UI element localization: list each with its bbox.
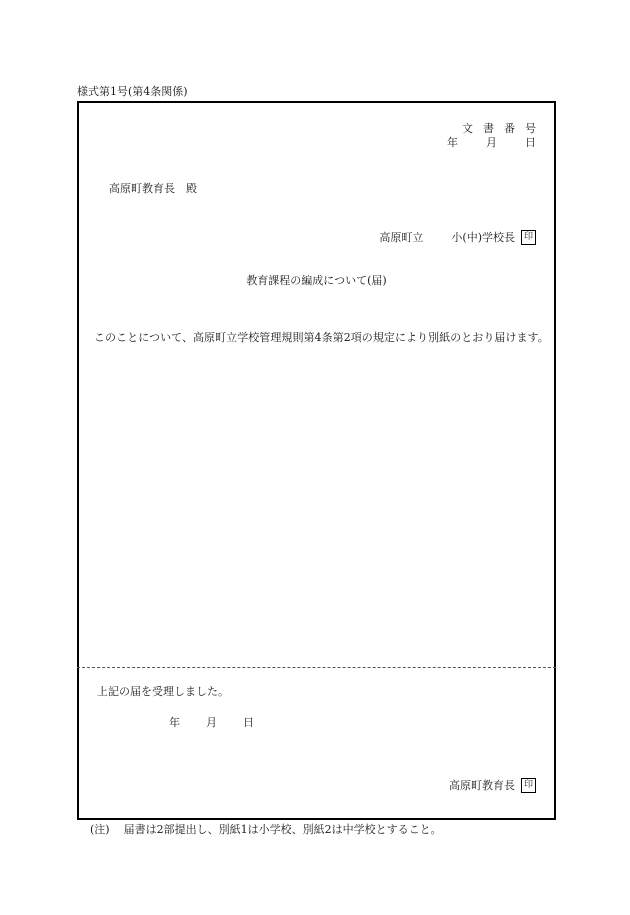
document-number-label — [462, 123, 546, 134]
doc-number-char: 号 — [525, 122, 546, 135]
sender — [379, 230, 536, 245]
addressee: 高原町教育長 殿 — [109, 182, 197, 195]
form-number: 様式第1号(第4条関係) — [77, 85, 188, 98]
receipt-date-month: 月 — [206, 716, 217, 729]
document-subject: 教育課程の編成について(届) — [246, 274, 387, 287]
sender-seal: 印 — [521, 230, 536, 245]
doc-number-char: 文 — [462, 122, 483, 135]
header-date — [447, 137, 536, 148]
header-date-day: 日 — [525, 136, 536, 149]
receiver — [449, 778, 536, 793]
receiver-title: 高原町教育長 — [449, 779, 515, 792]
doc-number-char: 書 — [483, 122, 504, 135]
footnote — [90, 824, 442, 835]
header-date-month: 月 — [486, 136, 497, 149]
body-text: このことについて、高原町立学校管理規則第4条第2項の規定により別紙のとおり届けます。 — [94, 331, 549, 344]
receipt-statement: 上記の届を受理しました。 — [97, 685, 229, 698]
sender-title: 小(中)学校長 — [451, 231, 515, 244]
footnote-mark: (注) — [90, 823, 110, 836]
dashed-divider — [77, 667, 556, 668]
receipt-date-year: 年 — [169, 716, 180, 729]
header-date-year: 年 — [447, 136, 458, 149]
receipt-date — [169, 717, 254, 728]
receiver-seal: 印 — [521, 778, 536, 793]
receipt-date-day: 日 — [243, 716, 254, 729]
footnote-text: 届書は2部提出し、別紙1は小学校、別紙2は中学校とすること。 — [123, 823, 442, 836]
doc-number-char: 番 — [504, 122, 525, 135]
sender-town: 高原町立 — [379, 231, 424, 244]
form-frame — [77, 101, 556, 820]
